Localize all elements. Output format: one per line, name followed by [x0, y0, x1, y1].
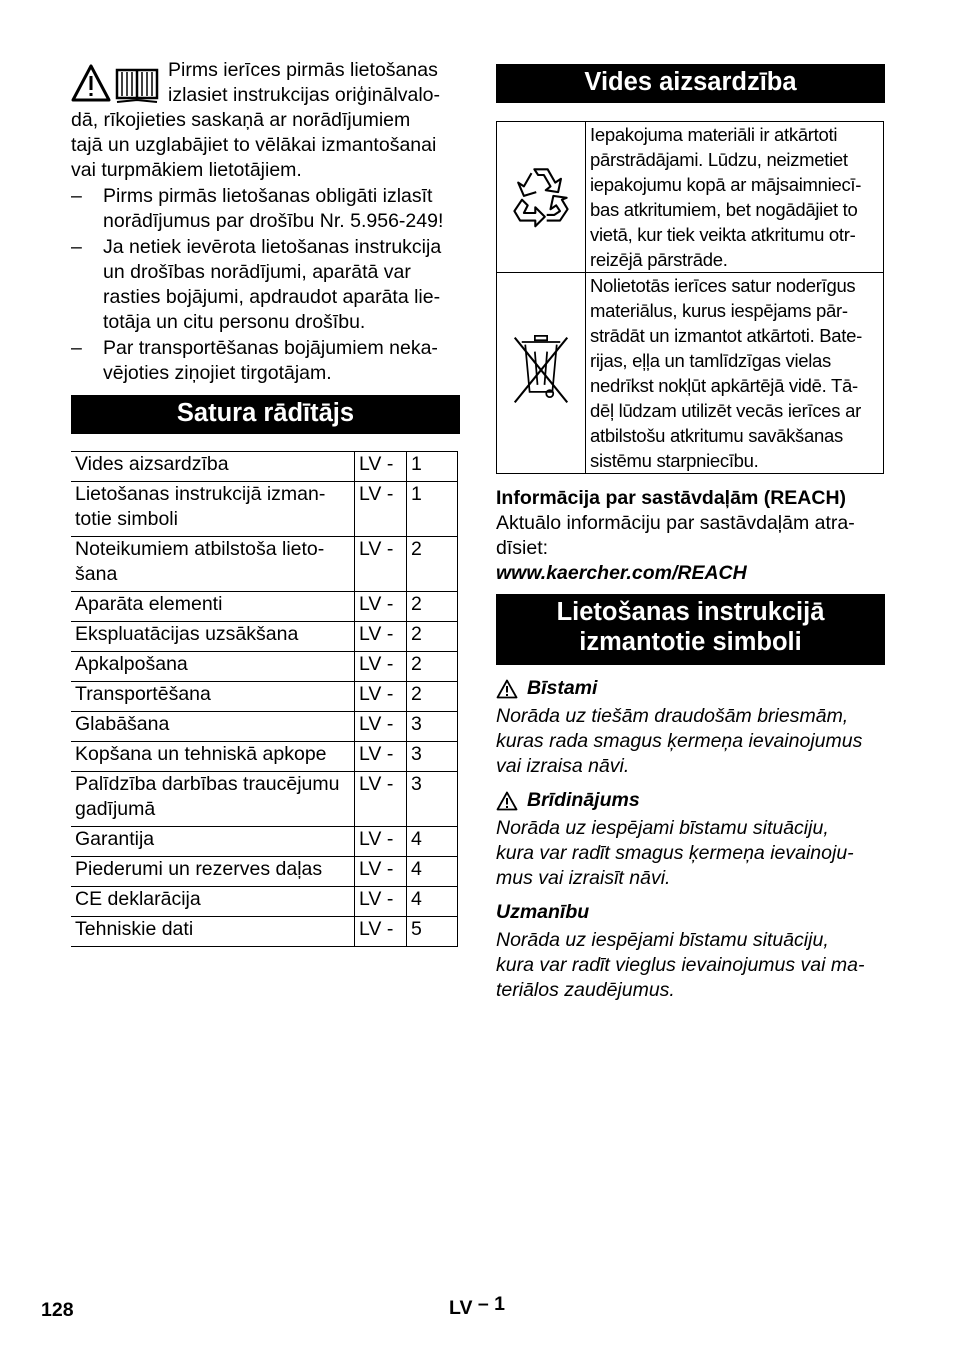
- intro-note: [71, 58, 460, 183]
- text-line: Iepakojuma materiāli ir atkārtoti: [590, 124, 838, 145]
- list-item: [71, 184, 460, 234]
- toc-entry-lang: LV -: [355, 772, 407, 827]
- table-row: [71, 682, 458, 712]
- toc-entry-title: [71, 917, 355, 947]
- text-line: kura var radīt smagus ķermeņa ievainoju-: [496, 842, 854, 864]
- toc-entry-page: 2: [407, 592, 458, 622]
- toc-heading: Satura rādītājs: [71, 395, 460, 434]
- toc-entry-page: 2: [407, 652, 458, 682]
- table-row: [71, 622, 458, 652]
- toc-entry-lang: LV -: [355, 917, 407, 947]
- footer-lang: LV: [449, 1297, 473, 1319]
- toc-table: [71, 451, 458, 947]
- bullet-line: vējoties ziņojiet tirgotājam.: [103, 362, 332, 384]
- toc-entry-page: 3: [407, 772, 458, 827]
- toc-title-line: Garantija: [75, 828, 155, 850]
- caution-title: [496, 900, 885, 925]
- toc-entry-title: [71, 887, 355, 917]
- toc-entry-page: 4: [407, 827, 458, 857]
- caution-label: Uzmanību: [496, 901, 590, 923]
- toc-title-line: totie simboli: [75, 508, 178, 530]
- reach-text: dīsiet:: [496, 537, 549, 559]
- toc-entry-lang: LV -: [355, 742, 407, 772]
- environment-heading: Vides aizsardzība: [496, 64, 885, 103]
- toc-entry-page: 2: [407, 682, 458, 712]
- intro-line: dā, rīkojieties saskaņā ar norādījumiem: [71, 109, 411, 131]
- text-line: pārstrādājami. Lūdzu, neizmetiet: [590, 149, 848, 170]
- toc-entry-title: [71, 592, 355, 622]
- text-line: Norāda uz tiešām draudošām briesmām,: [496, 705, 849, 727]
- toc-title-line: Vides aizsardzība: [75, 453, 229, 475]
- bullet-line: rasties bojājumi, apdraudot aparāta lie-: [103, 286, 441, 308]
- text-line: nedrīkst nokļūt apkārtējā vidē. Tā-: [590, 375, 858, 396]
- toc-entry-page: 2: [407, 622, 458, 652]
- text-line: vietā, kur tiek veikta atkritumu otr-: [590, 224, 856, 245]
- toc-entry-lang: LV -: [355, 827, 407, 857]
- toc-entry-page: 1: [407, 482, 458, 537]
- table-row: [71, 537, 458, 592]
- toc-title-line: CE deklarācija: [75, 888, 201, 910]
- recycle-icon-cell: [497, 122, 586, 273]
- text-line: reizējā pārstrāde.: [590, 249, 728, 270]
- intro-line: Pirms ierīces pirmās lietošanas: [168, 59, 438, 81]
- text-line: vai izraisa nāvi.: [496, 755, 630, 777]
- heading-line: izmantotie simboli: [579, 628, 802, 656]
- toc-entry-title: [71, 622, 355, 652]
- toc-entry-lang: LV -: [355, 712, 407, 742]
- toc-title-line: šana: [75, 563, 118, 585]
- warning-label: Brīdinājums: [527, 789, 640, 811]
- toc-entry-title: [71, 712, 355, 742]
- toc-title-line: Transportēšana: [75, 683, 211, 705]
- bullet-line: totāja un citu personu drošību.: [103, 311, 366, 333]
- table-row: [71, 742, 458, 772]
- toc-entry-page: 3: [407, 742, 458, 772]
- intro-line: vai turpmākiem lietotājiem.: [71, 159, 302, 181]
- text-line: kura var radīt vieglus ievainojumus vai ma-: [496, 954, 865, 976]
- toc-entry-title: [71, 452, 355, 482]
- text-line: bas atkritumiem, bet nogādājiet to: [590, 199, 858, 220]
- warning-triangle-icon: [496, 679, 518, 699]
- table-row: [497, 122, 884, 273]
- toc-entry-lang: LV -: [355, 857, 407, 887]
- warning-title: [496, 788, 885, 813]
- toc-title-line: Glabāšana: [75, 713, 170, 735]
- table-row: [71, 482, 458, 537]
- table-row: [71, 652, 458, 682]
- danger-label: Bīstami: [527, 677, 598, 699]
- toc-entry-lang: LV -: [355, 682, 407, 712]
- disposal-text: [586, 273, 884, 474]
- toc-entry-lang: LV -: [355, 482, 407, 537]
- environment-table: [496, 121, 884, 474]
- toc-entry-lang: LV -: [355, 887, 407, 917]
- toc-title-line: Tehniskie dati: [75, 918, 194, 940]
- reach-title: Informācija par sastāvdaļām (REACH): [496, 487, 847, 509]
- right-column: [496, 64, 885, 1003]
- toc-entry-lang: LV -: [355, 652, 407, 682]
- list-item: [71, 235, 460, 335]
- toc-title-line: Noteikumiem atbilstoša lieto-: [75, 538, 325, 560]
- left-column: [71, 58, 460, 947]
- toc-title-line: Piederumi un rezerves daļas: [75, 858, 323, 880]
- footer-lang-page: [449, 1293, 506, 1321]
- reach-text: Aktuālo informāciju par sastāvdaļām atra-: [496, 512, 855, 534]
- bullet-line: – Ja netiek ievērota lietošanas instrukcija: [103, 236, 442, 258]
- toc-entry-page: 3: [407, 712, 458, 742]
- toc-entry-title: [71, 742, 355, 772]
- text-line: materiālus, kurus iespējams pār-: [590, 300, 848, 321]
- bin-icon-cell: [497, 273, 586, 474]
- list-item: [71, 336, 460, 386]
- caution-text: [496, 928, 885, 1003]
- heading-line: Lietošanas instrukcijā: [556, 598, 825, 626]
- danger-title: [496, 676, 885, 701]
- danger-text: [496, 704, 885, 779]
- page-number: 128: [41, 1299, 74, 1321]
- text-line: Norāda uz iespējami bīstamu situāciju,: [496, 817, 829, 839]
- toc-entry-title: [71, 537, 355, 592]
- toc-entry-title: [71, 772, 355, 827]
- toc-title-line: Palīdzība darbības traucējumu: [75, 773, 340, 795]
- table-row: [71, 857, 458, 887]
- toc-title-line: gadījumā: [75, 798, 156, 820]
- text-line: Nolietotās ierīces satur noderīgus: [590, 275, 856, 296]
- text-line: Norāda uz iespējami bīstamu situāciju,: [496, 929, 829, 951]
- toc-entry-page: 4: [407, 857, 458, 887]
- toc-entry-page: 5: [407, 917, 458, 947]
- toc-title-line: Apkalpošana: [75, 653, 188, 675]
- text-line: rijas, eļļa un tamlīdzīgas vielas: [590, 350, 831, 371]
- toc-entry-lang: LV -: [355, 452, 407, 482]
- toc-title-line: Ekspluatācijas uzsākšana: [75, 623, 299, 645]
- intro-bullet-list: [71, 184, 460, 386]
- text-line: iepakojumu kopā ar mājsaimniecī-: [590, 174, 862, 195]
- warning-text: [496, 816, 885, 891]
- bullet-line: – Pirms pirmās lietošanas obligāti izlasīt: [103, 185, 433, 207]
- text-line: kuras rada smagus ķermeņa ievainojumus: [496, 730, 863, 752]
- table-row: [71, 887, 458, 917]
- toc-entry-title: [71, 652, 355, 682]
- toc-title-line: Kopšana un tehniskā apkope: [75, 743, 327, 765]
- bullet-line: – Par transportēšanas bojājumiem neka-: [103, 337, 438, 359]
- toc-entry-lang: LV -: [355, 622, 407, 652]
- symbols-heading: [496, 594, 885, 665]
- toc-entry-page: 1: [407, 452, 458, 482]
- text-line: strādāt un izmantot atkārtoti. Bate-: [590, 325, 862, 346]
- table-row: [71, 452, 458, 482]
- toc-entry-title: [71, 682, 355, 712]
- footer-lang-num: – 1: [477, 1293, 506, 1315]
- table-row: [71, 712, 458, 742]
- toc-entry-title: [71, 857, 355, 887]
- table-row: [71, 917, 458, 947]
- toc-entry-title: [71, 827, 355, 857]
- bullet-line: norādījumus par drošību Nr. 5.956-249!: [103, 210, 444, 232]
- text-line: mus vai izraisīt nāvi.: [496, 867, 671, 889]
- bullet-line: un drošības norādījumi, aparātā var: [103, 261, 411, 283]
- toc-entry-lang: LV -: [355, 592, 407, 622]
- table-row: [71, 592, 458, 622]
- warning-and-manual-icon: [71, 64, 161, 104]
- table-row: [497, 273, 884, 474]
- text-line: sistēmu starpniecību.: [590, 450, 759, 471]
- table-row: [71, 772, 458, 827]
- toc-entry-page: 4: [407, 887, 458, 917]
- recycle-icon: [503, 156, 579, 232]
- recycle-text: [586, 122, 884, 273]
- intro-line: tajā un uzglabājiet to vēlākai izmantošanai: [71, 134, 437, 156]
- toc-entry-page: 2: [407, 537, 458, 592]
- reach-url-link[interactable]: www.kaercher.com/REACH: [496, 562, 747, 584]
- toc-title-line: Lietošanas instrukcijā izman-: [75, 483, 326, 505]
- table-row: [71, 827, 458, 857]
- warning-triangle-icon: [496, 791, 518, 811]
- crossed-bin-icon: [506, 330, 576, 410]
- text-line: dēļ lūdzam utilizēt vecās ierīces ar: [590, 400, 861, 421]
- toc-entry-title: [71, 482, 355, 537]
- text-line: atbilstošu atkritumu savākšanas: [590, 425, 843, 446]
- toc-entry-lang: LV -: [355, 537, 407, 592]
- intro-line: izlasiet instrukcijas oriģinālvalo-: [168, 84, 441, 106]
- toc-title-line: Aparāta elementi: [75, 593, 223, 615]
- text-line: teriālos zaudējumus.: [496, 979, 675, 1001]
